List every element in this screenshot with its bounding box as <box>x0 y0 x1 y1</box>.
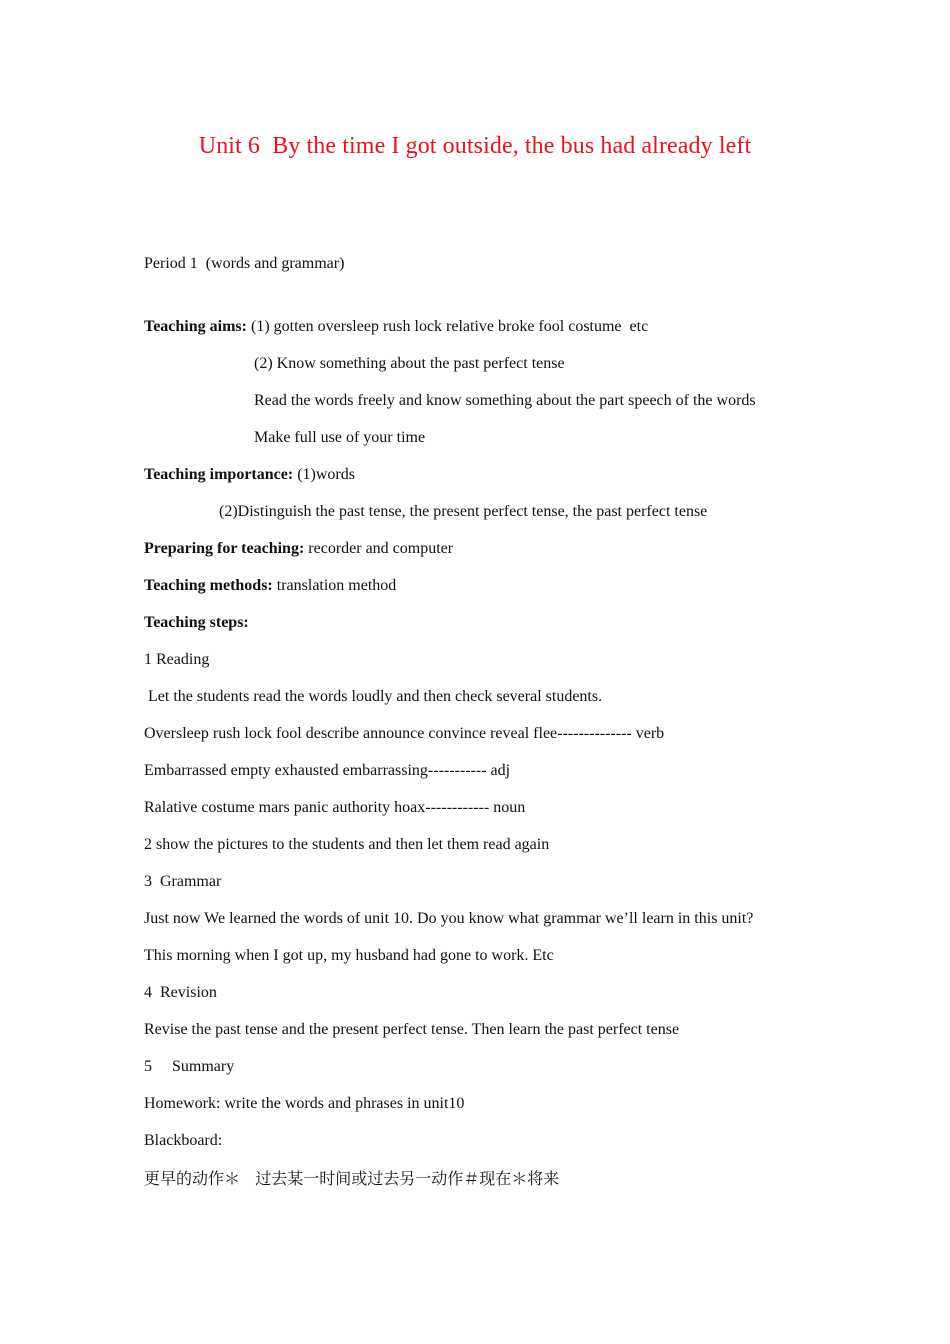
step-line: Blackboard: <box>144 1132 223 1149</box>
teaching-aims-item-2: (2) Know something about the past perfect tense <box>254 355 565 372</box>
period-heading: Period 1 (words and grammar) <box>144 255 345 272</box>
step-line: 2 show the pictures to the students and then let them read again <box>144 836 550 853</box>
teaching-aims <box>144 317 648 337</box>
step-line: 3 Grammar <box>144 873 222 890</box>
step-line: Just now We learned the words of unit 10. Do you know what grammar we’ll learn in this unit? <box>144 910 754 927</box>
step-line: Ralative costume mars panic authority hoax------------ noun <box>144 799 526 816</box>
teaching-importance-label: Teaching importance: <box>144 466 294 483</box>
step-line: Let the students read the words loudly and then check several students. <box>144 688 603 705</box>
methods-value: translation method <box>272 577 397 594</box>
step-line: 5 Summary <box>144 1058 235 1075</box>
step-line: 1 Reading <box>144 651 210 668</box>
step-line: This morning when I got up, my husband had gone to work. Etc <box>144 947 554 964</box>
preparing-value: recorder and computer <box>304 540 454 557</box>
blackboard-timeline: 更早的动作＊ 过去某一时间或过去另一动作＃现在＊将来 <box>144 1169 560 1188</box>
teaching-aims-item-4: Make full use of your time <box>254 429 426 446</box>
preparing-label: Preparing for teaching: <box>144 540 305 557</box>
teaching-aims-item-3: Read the words freely and know something about the part speech of the words <box>254 392 756 409</box>
step-line: Revise the past tense and the present perfect tense. Then learn the past perfect tense <box>144 1021 680 1038</box>
step-line: Oversleep rush lock fool describe announce convince reveal flee-------------- verb <box>144 725 665 742</box>
step-line: Embarrassed empty exhausted embarrassing----------- adj <box>144 762 511 779</box>
methods-label: Teaching methods: <box>144 577 273 594</box>
teaching-aims-label: Teaching aims: <box>144 318 247 335</box>
teaching-importance-item-2: (2)Distinguish the past tense, the present perfect tense, the past perfect tense <box>219 503 708 520</box>
document-title: Unit 6 By the time I got outside, the bus had already left <box>198 133 752 159</box>
step-line: Homework: write the words and phrases in unit10 <box>144 1095 465 1112</box>
step-line: 4 Revision <box>144 984 217 1001</box>
teaching-aims-item-1: (1) gotten oversleep rush lock relative broke fool costume etc <box>246 318 649 335</box>
teaching-methods <box>144 576 396 596</box>
teaching-importance <box>144 465 355 485</box>
teaching-importance-item-1: (1)words <box>293 466 355 483</box>
preparing-for-teaching <box>144 539 453 559</box>
teaching-steps-label: Teaching steps: <box>144 614 249 631</box>
